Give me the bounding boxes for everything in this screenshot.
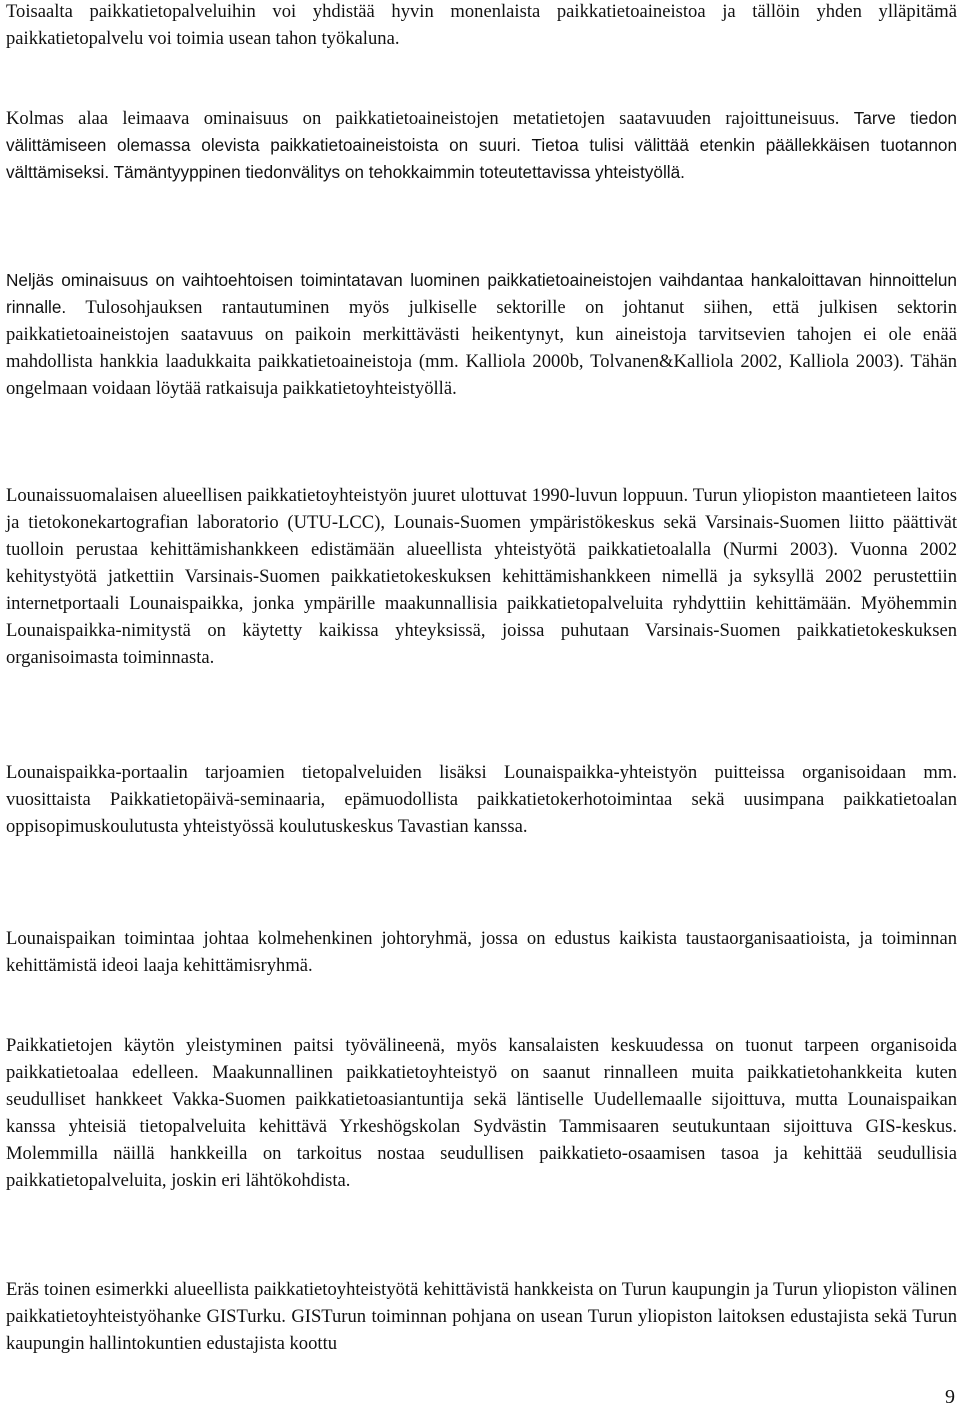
paragraph-2 — [6, 105, 957, 186]
paragraph-1 — [6, 0, 957, 52]
text-run: Neljäs ominaisuus on vaihtoehtoisen toimintatavan luominen paikkatietoaineistojen vaihdantaa hankaloittavan hinnoittelun rinnalle. — [6, 270, 957, 317]
text-run: Paikkatietojen käytön yleistyminen paitsi työvälineenä, myös kansalaisten keskuudessa on tuonut tarpeen organisoida paikkatietoalaa edelleen. Maakunnallinen paikkatietoyhteistyö on saanut rinnalleen muita paikkatietohankkeita kuten seudulliset hankkeet Vakka-Suomen paikkatietoasiantuntija sekä läntiselle Uudellemaalle sijoittuva, mutta Lounaispaikan kanssa yhteisiä tietopalveluita kehittävä Yrkeshögskolan Sydvästin Tammisaaren seutukuntaan sijoittuva GIS-keskus. Molemmilla näillä hankkeilla on tarkoitus nostaa seudullisen paikkatieto-osaamisen tasoa ja kehittää seudullisia paikkatietopalveluita, joskin eri lähtökohdista. — [6, 1035, 957, 1191]
text-run: Eräs toinen esimerkki alueellista paikkatietoyhteistyötä kehittävistä hankkeista on Turun kaupungin ja Turun yliopiston välinen paikkatietoyhteistyöhanke GISTurku. GISTurun toiminnan pohjana on usean Turun yliopiston laitoksen edustajista sekä Turun kaupungin hallintokuntien edustajista koottu — [6, 1279, 957, 1354]
paragraph-4 — [6, 482, 957, 671]
paragraph-7 — [6, 1032, 957, 1194]
text-run: Tietoa tulisi välittää etenkin päällekkäisen tuotannon välttämiseksi. Tämäntyyppinen tiedonvälitys on tehokkaimmin toteutettavissa yhteistyöllä. — [6, 135, 958, 182]
paragraph-3 — [6, 267, 957, 402]
text-run: Tulosohjauksen rantautuminen myös julkiselle sektorille on johtanut siihen, että julkisen sektorin paikkatietoaineistojen saatavuus on paikoin merkittävästi heikentynyt, kun aineistoja tarvitsevien tahojen ei ole enää mahdollista hankkia laadukkaita paikkatietoaineistoja (mm. Kalliola 2000b, Tolvanen&Kalliola 2002, Kalliola 2003). Tähän ongelmaan voidaan löytää ratkaisuja paikkatietoyhteistyöllä. — [6, 297, 957, 399]
paragraph-8 — [6, 1276, 957, 1357]
page-number: 9 — [945, 1386, 955, 1408]
text-run: Tarve tiedon välittämiseen olemassa olevista paikkatietoaineistoista on suuri. — [6, 108, 957, 155]
text-run: Kolmas alaa leimaava ominaisuus on paikkatietoaineistojen metatietojen saatavuuden rajoittuneisuus. — [6, 108, 854, 129]
text-run — [521, 135, 532, 156]
paragraph-6 — [6, 925, 957, 979]
text-run: Lounaispaikan toimintaa johtaa kolmehenkinen johtoryhmä, jossa on edustus kaikista taustaorganisaatioista, ja toiminnan kehittämistä ideoi laaja kehittämisryhmä. — [6, 928, 957, 976]
text-run: Toisaalta paikkatietopalveluihin voi yhdistää hyvin monenlaista paikkatietoaineistoa ja tällöin yhden ylläpitämä paikkatietopalvelu voi toimia usean tahon työkaluna. — [6, 1, 957, 49]
text-run: Lounaissuomalaisen alueellisen paikkatietoyhteistyön juuret ulottuvat 1990-luvun loppuun. Turun yliopiston maantieteen laitos ja tietokonekartografian laboratorio (UTU-LCC), Lounais-Suomen ympäristökeskus sekä Varsinais-Suomen liitto päättivät tuolloin perustaa kehittämishankkeen edistämään alueellista yhteistyötä paikkatietoalalla (Nurmi 2003). Vuonna 2002 kehitystyötä jatkettiin Varsinais-Suomen paikkatietokeskuksen kehittämishankkeen nimellä ja syksyllä 2002 perustettiin internetportaali Lounaispaikka, jonka ympärille maakunnallisia paikkatietopalveluita ryhdyttiin kehittämään. Myöhemmin Lounaispaikka-nimitystä on käytetty kaikissa yhteyksissä, joissa puhutaan Varsinais-Suomen paikkatietokeskuksen organisoimasta toiminnasta. — [6, 485, 957, 668]
paragraph-5 — [6, 759, 957, 840]
text-run: Lounaispaikka-portaalin tarjoamien tietopalveluiden lisäksi Lounaispaikka-yhteistyön puitteissa organisoidaan mm. vuosittaista Paikkatietopäivä-seminaaria, epämuodollista paikkatietokerhotoimintaa sekä uusimpana paikkatietoalan oppisopimuskoulutusta yhteistyössä koulutuskeskus Tavastian kanssa. — [6, 762, 957, 837]
